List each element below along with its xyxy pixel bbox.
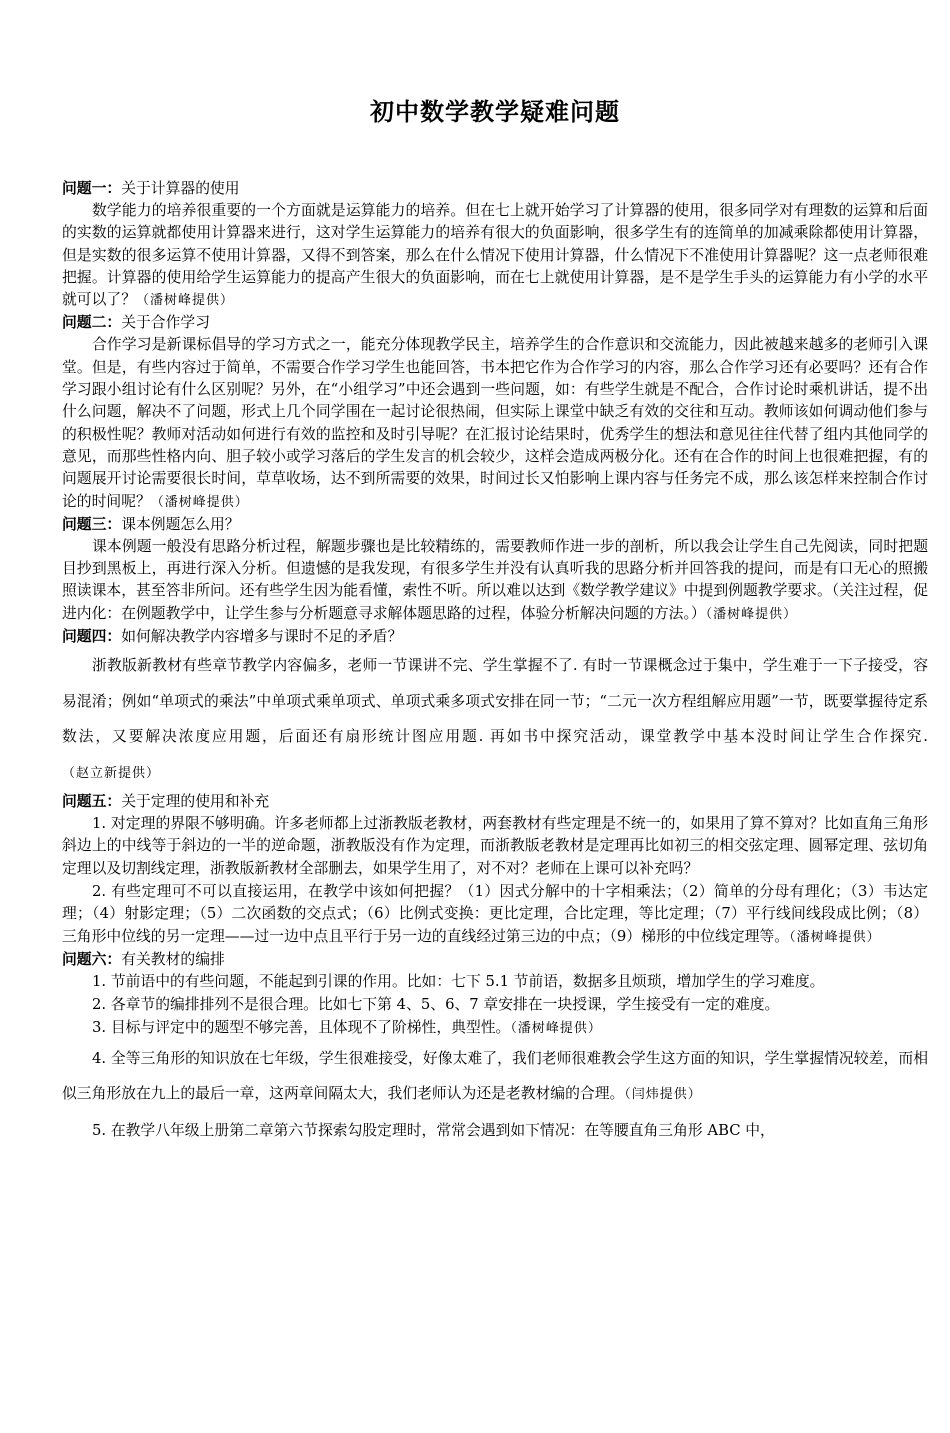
paragraph-text: 1. 对定理的界限不够明确。许多老师都上过浙教版老教材，两套教材有些定理是不统一的，如果用了算不算对？比如直角三角形斜边上的中线等于斜边的一半的逆命题，浙教版没有作为定理，而浙教版老教材是定理再比如初三的相交弦定理、圆幂定理、弦切角定理以及切割线定理，浙教版新教材全部删去，如果学生用了，对不对？老师在上课可以补充吗？: [62, 815, 928, 877]
section-title: 关于定理的使用和补充: [121, 793, 270, 811]
section-heading: [62, 178, 928, 200]
paragraph: [62, 813, 928, 881]
paragraph-text: 合作学习是新课标倡导的学习方式之一，能充分体现教学民主，培养学生的合作意识和交流能力，因此被越来越多的老师引入课堂。但是，有些内容过于简单，不需要合作学习学生也能回答，书本把它作为合作学习的内容，那么合作学习还有必要吗？还有合作学习跟小组讨论有什么区别呢？另外，在“小组学习”中还会遇到一些问题，如：有些学生就是不配合，合作讨论时乘机讲话，提不出什么问题，解决不了问题，形式上几个同学围在一起讨论很热闹，但实际上课堂中缺乏有效的交往和互动。教师该如何调动他们参与的积极性呢？教师对活动如何进行有效的监控和及时引导呢？在汇报讨论结果时，优秀学生的想法和意见往往代替了组内其他同学的意见，而那些性格内向、胆子较小或学习落后的学生发言的机会较少，这样会造成两极分化。还有在合作的时间上也很难把握，有的问题展开讨论需要很长时间，草草收场，达不到所需要的效果，时间过长又怕影响上课内容与任务完不成，那么该怎样来控制合作讨论的时间呢？: [62, 336, 928, 510]
section-3: [62, 514, 928, 626]
paragraph-text: 课本例题一般没有思路分析过程，解题步骤也是比较精练的，需要教师作进一步的剖析，所以我会让学生自己先阅读，同时把题目抄到黑板上，再进行深入分析。但遗憾的是我发现，有很多学生并没有认真听我的思路分析并回答我的提问，而是有口无心的照搬照读课本，甚至答非所问。还有些学生因为能看懂，索性不听。所以难以达到《数学教学建议》中提到例题教学要求。（关注过程，促进内化：在例题教学中，让学生参与分析题意寻求解体题思路的过程，体验分析解决问题的方法。）: [62, 537, 928, 622]
author-credit: （潘树峰提供）: [789, 929, 881, 945]
document-title: 初中数学教学疑难问题: [370, 98, 620, 126]
section-5: [62, 791, 928, 949]
paragraph: [62, 648, 928, 791]
section-title: 关于计算器的使用: [121, 180, 240, 197]
paragraph-text: 1. 节前语中的有些问题，不能起到引课的作用。比如：七下 5.1 节前语，数据多且烦琐，增加学生的学习难度。: [92, 972, 825, 990]
section-label: 问题三：: [62, 515, 122, 533]
author-credit: （潘树峰提供）: [150, 494, 249, 510]
paragraph: [62, 994, 928, 1017]
section-title: 如何解决教学内容增多与课时不足的矛盾？: [121, 628, 403, 646]
paragraph-text: 2. 各章节的编排排列不是很合理。比如七下第 4、5、6、7 章安排在一块授课，学生接受有一定的难度。: [92, 996, 780, 1014]
section-label: 问题六：: [62, 950, 122, 968]
section-heading: [62, 514, 928, 536]
section-label: 问题五：: [62, 793, 122, 811]
paragraph-text: 3. 目标与评定中的题型不够完善，且体现不了阶梯性，典型性。: [92, 1019, 511, 1037]
section-heading: [62, 626, 928, 648]
author-credit: （潘树峰提供）: [705, 606, 798, 622]
section-heading: [62, 949, 928, 971]
author-credit: （潘树峰提供）: [510, 1021, 602, 1037]
paragraph: [62, 971, 928, 994]
author-credit: （潘树峰提供）: [136, 293, 235, 309]
paragraph: [62, 1041, 928, 1113]
paragraph-text: 浙教版新教材有些章节教学内容偏多，老师一节课讲不完、学生掌握不了. 有时一节课概念过于集中，学生难于一下子接受，容易混淆；例如“单项式的乘法”中单项式乘单项式、单项式乘多项式安排在同一节；“二元一次方程组解应用题”一节，既要掌握待定系数法，又要解决浓度应用题，后面还有扇形统计图应用题. 再如书中探究活动，课堂教学中基本没时间让学生合作探究.: [62, 657, 928, 746]
section-heading: [62, 312, 928, 334]
paragraph: [62, 1113, 928, 1150]
paragraph-text: 数学能力的培养很重要的一个方面就是运算能力的培养。但在七上就开始学习了计算器的使用，很多同学对有理数的运算和后面的实数的运算就都使用计算器来进行，这对学生运算能力的培养有很大的负面影响，很多学生有的连简单的加减乘除都使用计算器，但是实数的很多运算不使用计算器，又得不到答案，那么在什么情况下使用计算器，什么情况下不准使用计算器呢？这一点老师很难把握。计算器的使用给学生运算能力的提高产生很大的负面影响，而在七上就使用计算器，是不是学生手头的运算能力有小学的水平就可以了？: [62, 202, 928, 309]
section-label: 问题二：: [62, 314, 122, 332]
paragraph: [62, 881, 928, 949]
section-4: [62, 626, 928, 791]
section-1: [62, 178, 928, 312]
paragraph: [62, 200, 928, 312]
paragraph-text: 2. 有些定理可不可以直接运用，在教学中该如何把握？（1）因式分解中的十字相乘法；（2）简单的分母有理化；（3）韦达定理；（4）射影定理；（5）二次函数的交点式；（6）比例式变换：更比定理，合比定理，等比定理；（7）平行线间线段成比例；（8）三角形中位线的另一定理——过一边中点且平行于另一边的直线经过第三边的中点；（9）梯形的中位线定理等。: [62, 882, 928, 945]
paragraph: [62, 1017, 928, 1040]
section-title: 有关教材的编排: [121, 950, 225, 968]
section-6: [62, 949, 928, 1149]
section-heading: [62, 791, 928, 813]
paragraph: [62, 536, 928, 626]
section-2: [62, 312, 928, 513]
paragraph-text: 4. 全等三角形的知识放在七年级，学生很难接受，好像太难了，我们老师很难教会学生这方面的知识，学生掌握情况较差，而相似三角形放在九上的最后一章，这两章间隔太大，我们老师认为还是老教材编的合理。: [62, 1049, 928, 1103]
section-label: 问题四：: [62, 628, 122, 646]
author-credit: （闫炜提供）: [624, 1087, 702, 1103]
document-body: [62, 178, 928, 1149]
author-credit: （赵立新提供）: [62, 765, 161, 781]
section-label: 问题一：: [62, 180, 122, 197]
paragraph-text: 5. 在教学八年级上册第二章第六节探索勾股定理时，常常会遇到如下情况：在等腰直角三角形 ABC 中，: [92, 1121, 775, 1139]
section-title: 课本例题怎么用？: [121, 515, 240, 533]
section-title: 关于合作学习: [121, 314, 210, 332]
paragraph: [62, 334, 928, 513]
